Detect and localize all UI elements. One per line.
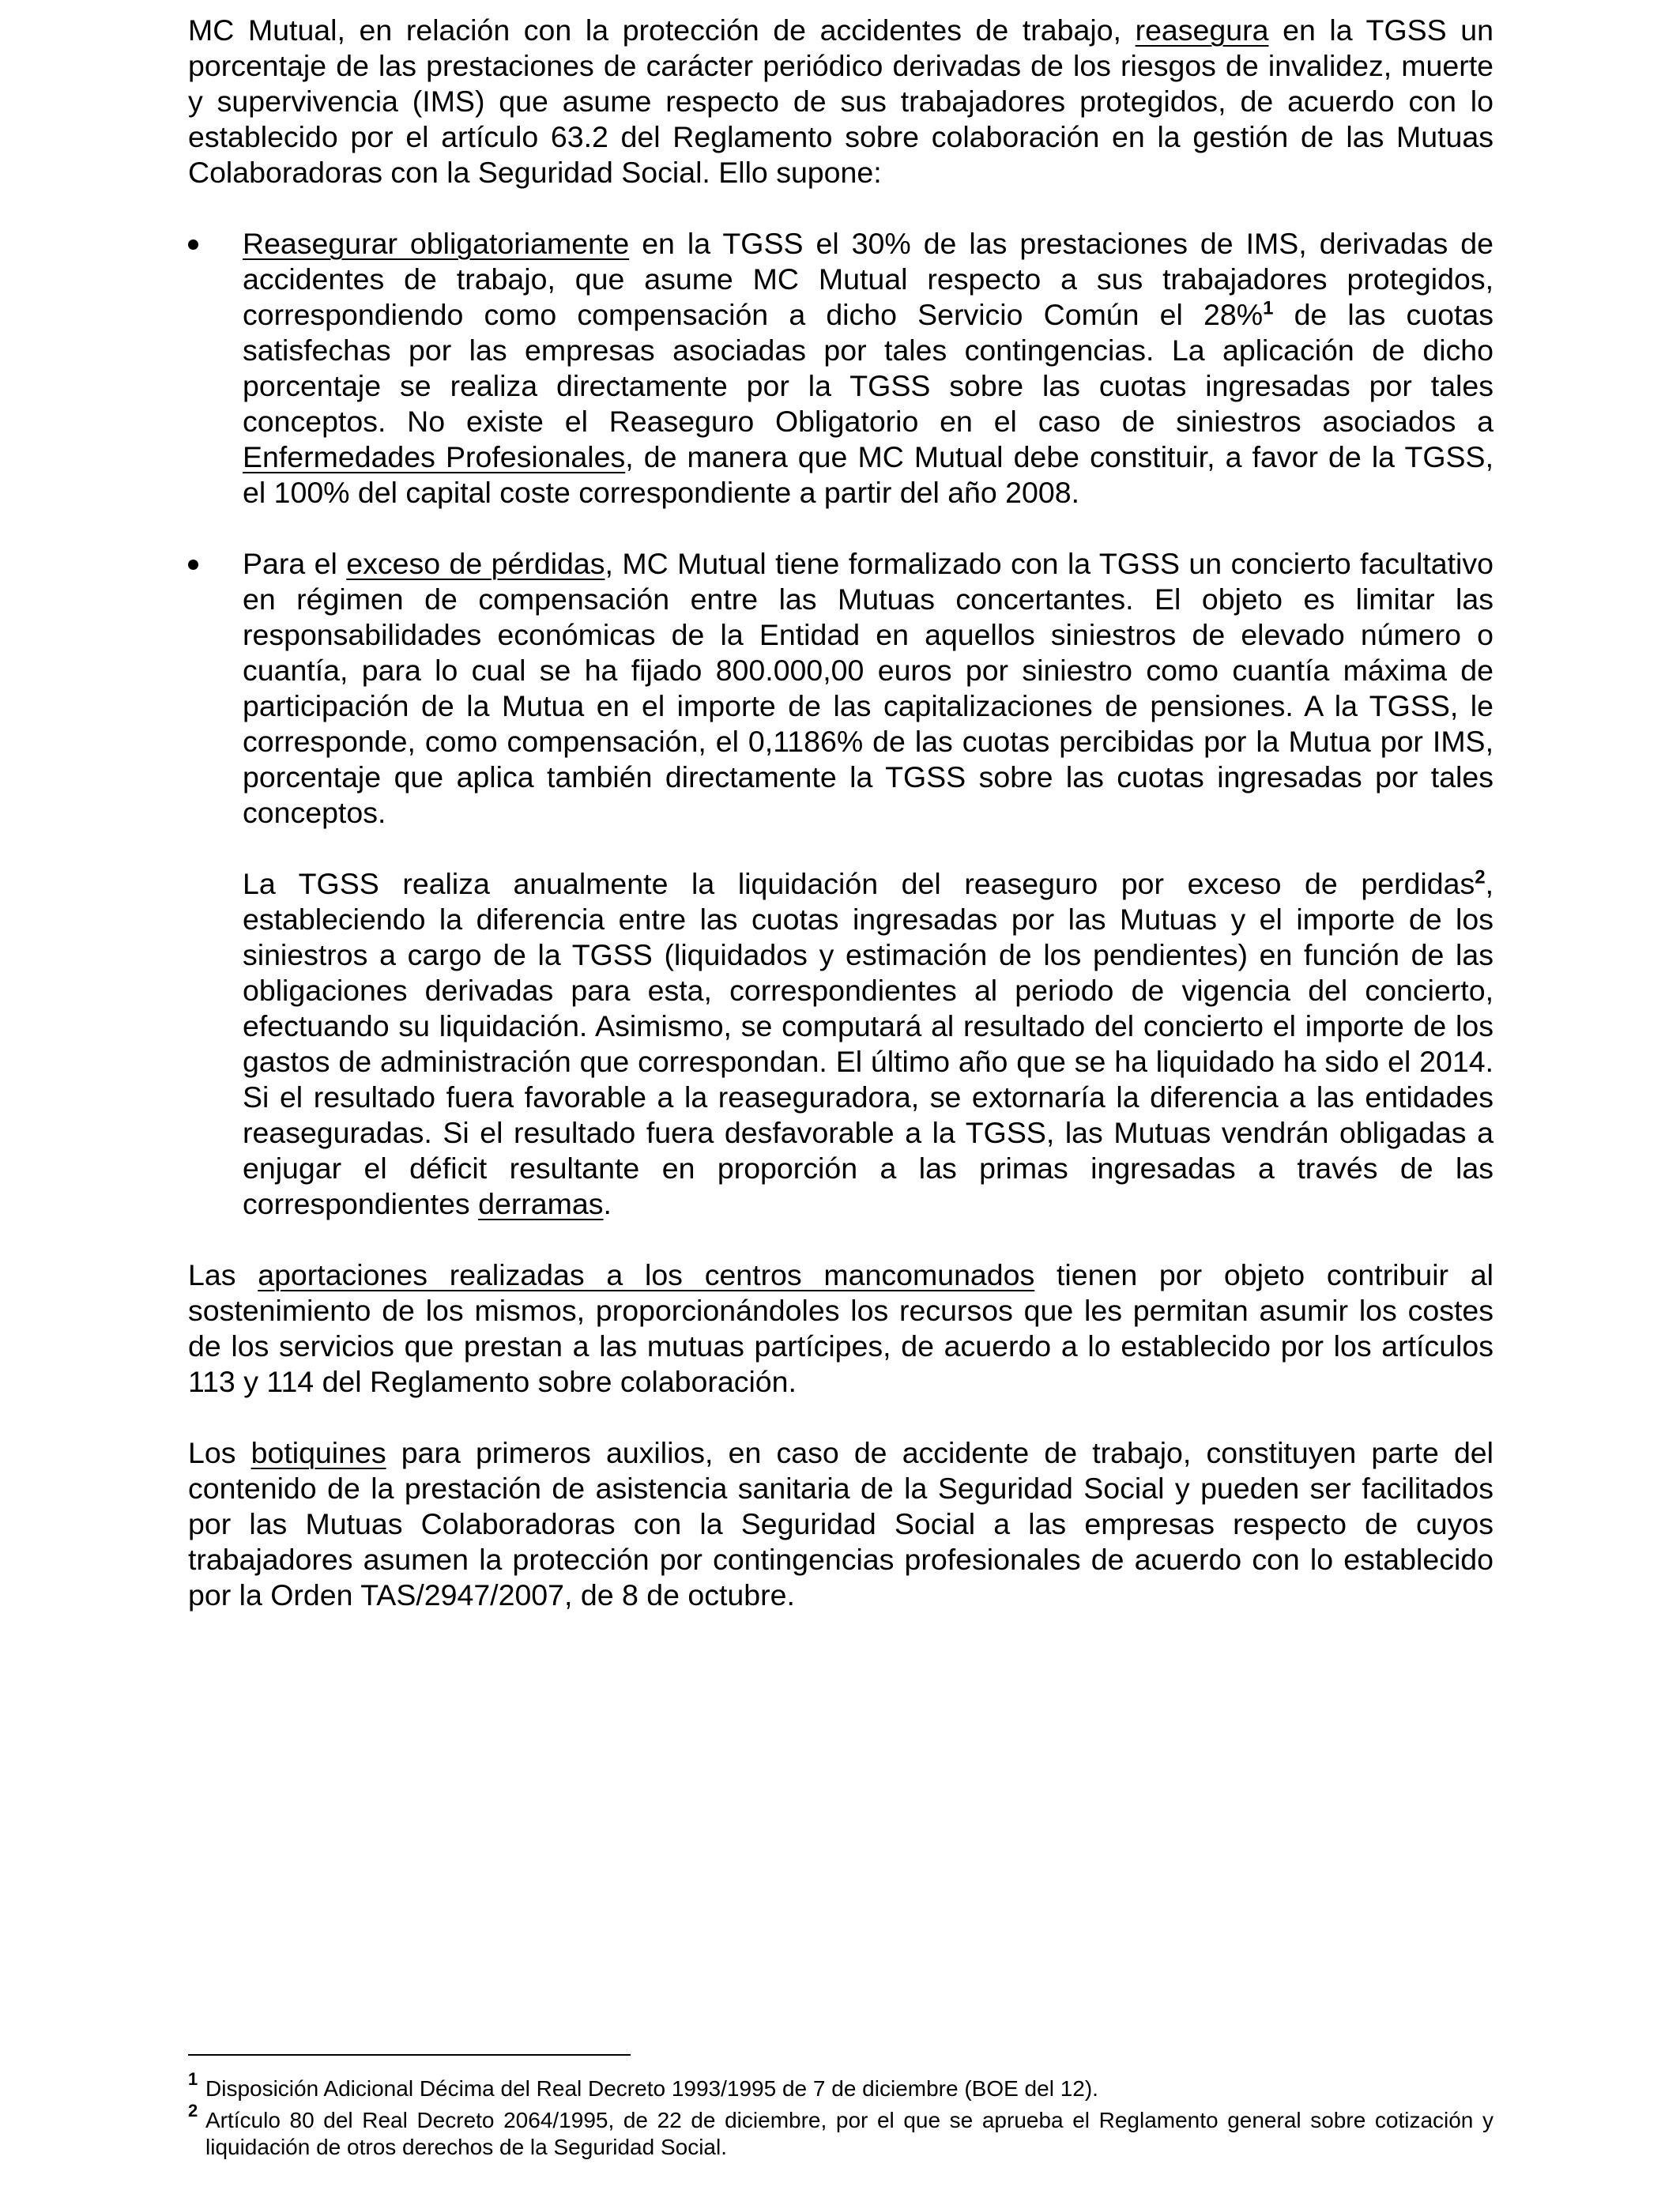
footnote-mark: 1 (188, 2069, 198, 2089)
intro-text-2: en la TGSS un porcentaje de las prestaciones de carácter periódico derivadas de los riesgos de invalidez, muerte y supervivencia (IMS) que asume respecto de sus trabajadores protegidos, de acuerdo con lo establecido por el artículo 63.2 del Reglamento sobre colaboración en la gestión de las Mutuas Colaboradoras con la Seguridad Social. Ello supone: (188, 13, 1494, 189)
reasegurar-obligatoriamente-term: Reasegurar obligatoriamente (243, 227, 630, 260)
footnote-text: Disposición Adicional Décima del Real Decreto 1993/1995 de 7 de diciembre (BOE del 12). (205, 2076, 1098, 2101)
aportaciones-paragraph (188, 1257, 1494, 1400)
bullet-reaseguro-obligatorio (188, 226, 1494, 511)
botiquines-term: botiquines (250, 1436, 386, 1469)
footnote-text: Artículo 80 del Real Decreto 2064/1995, de 22 de diciembre, por el que se aprueba el Reglamento general sobre cotización y liquidación de otros derechos de la Seguridad Social. (205, 2108, 1494, 2159)
intro-paragraph (188, 13, 1494, 190)
bullet1-text (243, 226, 1494, 511)
aportaciones-term: aportaciones realizadas a los centros mancomunados (258, 1258, 1035, 1291)
bullet2-text-1: Para el (243, 547, 347, 580)
bullet2-cont-text-2: , estableciendo la diferencia entre las cuotas ingresadas por las Mutuas y el importe de los siniestros a cargo de la TGSS (liquidados y estimación de los pendientes) en función de las obligaciones derivadas para esta, correspondientes al periodo de vigencia del concierto, efectuando su liquidación. Asimismo, se computará al resultado del concierto el importe de los gastos de administración que correspondan. El último año que se ha liquidado ha sido el 2014. Si el resultado fuera favorable a la reaseguradora, se extornaría la diferencia a las entidades reaseguradas. Si el resultado fuera desfavorable a la TGSS, las Mutuas vendrán obligadas a enjugar el déficit resultante en proporción a las primas ingresadas a través de las correspondientes (243, 867, 1494, 1220)
bullet-icon (188, 239, 198, 250)
footnote-2 (188, 2101, 1494, 2161)
footnote-1 (188, 2069, 1494, 2102)
bullet-exceso-perdidas (188, 546, 1494, 831)
reasegura-term: reasegura (1135, 13, 1269, 47)
botiquines-text-2: para primeros auxilios, en caso de accidente de trabajo, constituyen parte del contenido de la prestación de asistencia sanitaria de la Seguridad Social y pueden ser facilitados por las Mutuas Colaboradoras con la Seguridad Social a las empresas respecto de cuyos trabajadores asumen la protección por contingencias profesionales de acuerdo con lo establecido por la Orden TAS/2947/2007, de 8 de octubre. (188, 1436, 1494, 1612)
document-body (188, 13, 1494, 1649)
footnote-ref-2: 2 (1475, 866, 1486, 888)
aportaciones-text-1: Las (188, 1258, 258, 1291)
bullet2-text-2: , MC Mutual tiene formalizado con la TGSS un concierto facultativo en régimen de compensación entre las Mutuas concertantes. El objeto es limitar las responsabilidades económicas de la Entidad en aquellos siniestros de elevado número o cuantía, para lo cual se ha fijado 800.000,00 euros por siniestro como cuantía máxima de participación de la Mutua en el importe de las capitalizaciones de pensiones. A la TGSS, le corresponde, como compensación, el 0,1186% de las cuotas percibidas por la Mutua por IMS, porcentaje que aplica también directamente la TGSS sobre las cuotas ingresadas por tales conceptos. (243, 547, 1494, 829)
bullet1-text-1: en la TGSS el 30% de las prestaciones de IMS, derivadas de accidentes de trabajo, que asume MC Mutual respecto a sus trabajadores protegidos, correspondiendo como compensación a dicho Servicio Común el 28% (243, 227, 1494, 331)
footnote-ref-1: 1 (1263, 297, 1274, 319)
bullet2-continuation-paragraph (188, 866, 1494, 1222)
footnote-separator (188, 2054, 631, 2056)
exceso-de-perdidas-term: exceso de pérdidas (346, 547, 605, 580)
derramas-term: derramas (478, 1187, 604, 1220)
bullet1-text-2: de las cuotas satisfechas por las empresas asociadas por tales contingencias. La aplicación de dicho porcentaje se realiza directamente por la TGSS sobre las cuotas ingresadas por tales conceptos. No existe el Reaseguro Obligatorio en el caso de siniestros asociados a (243, 298, 1494, 438)
botiquines-text-1: Los (188, 1436, 251, 1469)
bullet2-text (243, 546, 1494, 831)
bullet2-cont-text-1: La TGSS realiza anualmente la liquidación del reaseguro por exceso de perdidas (243, 867, 1475, 900)
enfermedades-profesionales-term: Enfermedades Profesionales (243, 440, 626, 473)
bullet-icon (188, 560, 198, 570)
bullet1-text-3: , de manera que MC Mutual debe constituir, a favor de la TGSS, el 100% del capital coste correspondiente a partir del año 2008. (243, 440, 1494, 509)
aportaciones-text-2: tienen por objeto contribuir al sostenimiento de los mismos, proporcionándoles los recursos que les permitan asumir los costes de los servicios que prestan a las mutuas partícipes, de acuerdo a lo establecido por los artículos 113 y 114 del Reglamento sobre colaboración. (188, 1258, 1494, 1398)
footnotes (188, 2069, 1494, 2166)
footnote-mark: 2 (188, 2101, 198, 2120)
intro-text-1: MC Mutual, en relación con la protección de accidentes de trabajo, (188, 13, 1136, 47)
botiquines-paragraph (188, 1435, 1494, 1613)
bullet2-cont-text-3: . (603, 1187, 612, 1220)
